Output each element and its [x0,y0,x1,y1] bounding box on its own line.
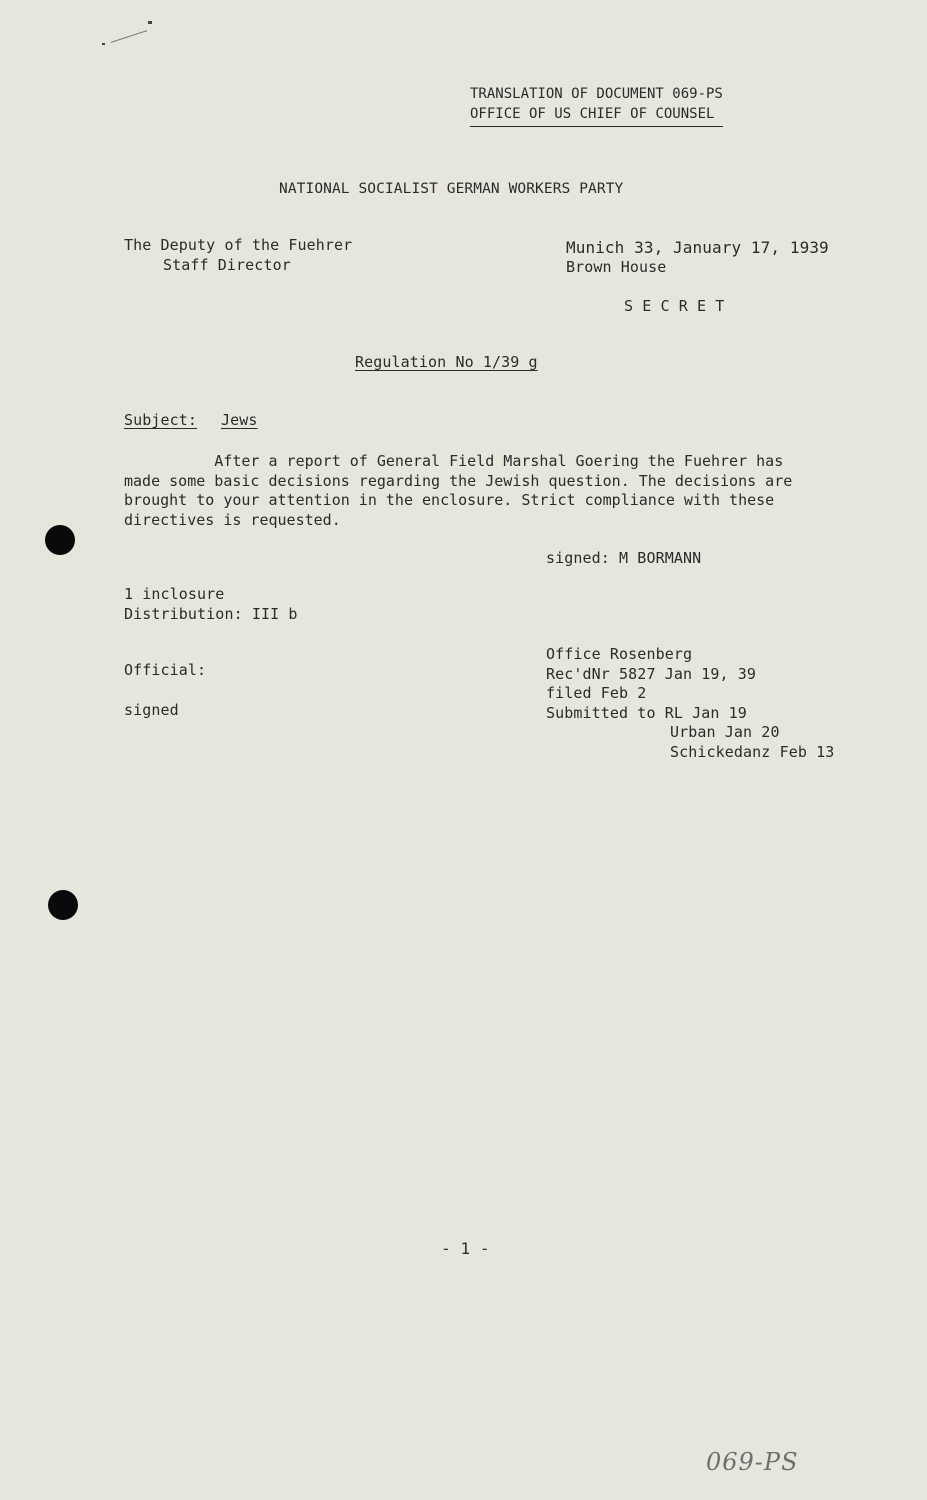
office-stamp-line5: Urban Jan 20 [670,723,780,741]
translation-header [470,84,723,127]
office-stamp-line4: Submitted to RL Jan 19 [546,704,747,722]
body-line: made some basic decisions regarding the Jewish question. The decisions are [124,471,793,490]
office-stamp-line1: Office Rosenberg [546,645,693,663]
body-paragraph [124,452,844,530]
paper-speck [102,43,105,45]
translation-header-line2: OFFICE OF US CHIEF OF COUNSEL [470,106,715,122]
body-line: After a report of General Field Marshal Goering the Fuehrer has [124,452,784,470]
enclosure-line2: Distribution: III b [124,605,298,623]
place-date-line1: Munich 33, January 17, 1939 [566,238,829,257]
office-stamp-line3: filed Feb 2 [546,684,647,702]
page-number: - 1 - [441,1239,490,1258]
signature-line: signed: M BORMANN [546,549,702,567]
official-label: Official: [124,661,207,679]
signed-label: signed [124,701,179,719]
sender-line2: Staff Director [163,256,291,274]
punch-hole [48,890,78,920]
sender-line1: The Deputy of the Fuehrer [124,236,353,254]
paper-speck [148,21,152,24]
subject-value: Jews [221,411,258,429]
regulation-number: Regulation No 1/39 g [355,353,538,371]
subject-label: Subject: [124,411,198,429]
body-line: brought to your attention in the enclosure. Strict compliance with these [124,491,775,509]
place-date-line2: Brown House [566,258,667,276]
body-line: directives is requested. [124,510,341,529]
handwritten-document-ref: 069-PS [706,1448,799,1476]
paper-speck [111,30,147,43]
classification: S E C R E T [624,297,725,315]
punch-hole [45,525,75,555]
party-title: NATIONAL SOCIALIST GERMAN WORKERS PARTY [279,181,624,197]
enclosure-line1: 1 inclosure [124,585,225,603]
office-stamp-line6: Schickedanz Feb 13 [670,743,835,761]
translation-header-line1: TRANSLATION OF DOCUMENT 069-PS [470,86,723,102]
office-stamp-line2: Rec'dNr 5827 Jan 19, 39 [546,665,757,683]
